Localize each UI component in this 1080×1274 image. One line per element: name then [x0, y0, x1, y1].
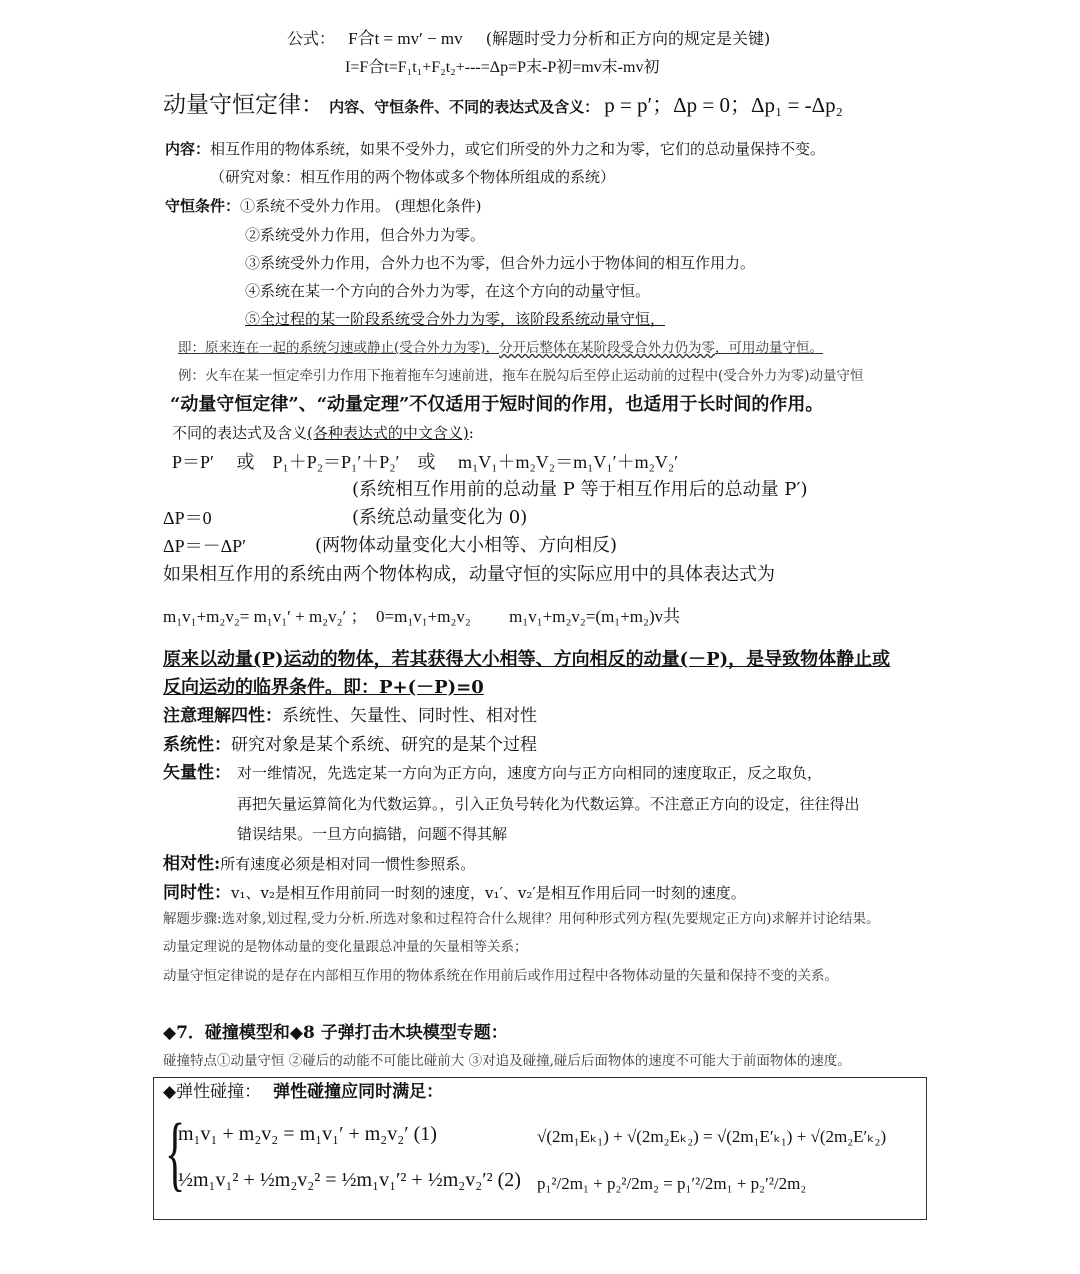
vector-prop — [163, 765, 822, 782]
brace-icon: { — [165, 1107, 186, 1200]
content-line — [165, 142, 825, 157]
theorem-note: 动量定理说的是物体动量的变化量跟总冲量的矢量相等关系； — [163, 939, 528, 955]
conservation-heading — [163, 94, 843, 117]
vector-text-2: 再把矢量运算简化为代数运算。，引入正负号转化为代数运算。不注意正方向的设定，往往得出 — [237, 795, 860, 813]
collision-title: ◆7．碰撞模型和◆8 子弹打击木块模型专题： — [163, 1023, 508, 1043]
relative-label: 相对性: — [163, 854, 221, 874]
impulse-formula-2: I=F合t=F₁t₁+F₂t₂+---=Δp=P末-P初=mv末-mv初 — [345, 59, 660, 76]
note-a: 即：原来连在一起的系统匀速或静止(受合外力为零)， — [178, 340, 500, 356]
relative-prop — [163, 856, 475, 873]
example-line: 例：火车在某一恒定牵引力作用下拖着拖车匀速前进，拖车在脱勾后至停止运动前的过程中(受合外力为零)动量守恒 — [178, 368, 864, 384]
impulse-formula-note: (解题时受力分析和正方向的规定是关键) — [485, 29, 771, 48]
condition-item: ③系统受外力作用，合外力也不为零，但合外力远小于物体间的相互作用力。 — [245, 254, 756, 272]
condition-item: ⑤全过程的某一阶段系统受合外力为零，该阶段系统动量守恒， — [245, 310, 666, 328]
simul-label: 同时性： — [163, 883, 231, 903]
four-label: 注意理解四性： — [163, 706, 282, 726]
expr-3-meaning: (两物体动量变化大小相等、方向相反) — [315, 535, 618, 556]
four-props — [163, 708, 537, 725]
expr-label-underlined: (各种表达式的中文含义) — [307, 424, 469, 442]
section-formula: p = p′；Δp = 0；Δp₁ = -Δp₂ — [604, 93, 843, 117]
conditions-line-1 — [165, 199, 482, 214]
system-label: 系统性： — [163, 735, 231, 755]
solving-steps: 解题步骤:选对象,划过程,受力分析.所选对象和过程符合什么规律？用何种形式列方程(先要规定正方向)求解并讨论结果。 — [163, 911, 880, 927]
elastic-label: ◆弹性碰撞： — [163, 1082, 262, 1102]
research-object: （研究对象：相互作用的两个物体或多个物体所组成的系统） — [210, 168, 616, 186]
condition-item: ④系统在某一个方向的合外力为零，在这个方向的动量守恒。 — [245, 282, 651, 300]
elastic-requirement: 弹性碰撞应同时满足： — [273, 1082, 444, 1102]
note-line — [178, 342, 823, 356]
content-text: 相互作用的物体系统，如果不受外力，或它们所受的外力之和为零，它们的总动量保持不变。 — [210, 140, 826, 158]
formula-label: 公式： — [287, 29, 336, 48]
note-b: 分开后整体在某阶段受合外力仍为零 — [499, 340, 716, 356]
four-text: 系统性、矢量性、同时性、相对性 — [282, 706, 537, 726]
applicability: “动量守恒定律”、“动量定理”不仅适用于短时间的作用，也适用于长时间的作用。 — [170, 394, 824, 415]
two-body-formulas: m₁v₁+m₂v₂= m₁v₁′ + m₂v₂′ ； 0=m₁v₁+m₂v₂ m₁v₁+m₂v₂=(m₁+m₂)v共 — [163, 607, 681, 626]
note-c: ，可用动量守恒。 — [715, 340, 824, 356]
expr-2-meaning: (系统总动量变化为 0) — [352, 507, 528, 528]
expr-colon: : — [468, 424, 474, 442]
expr-label: 不同的表达式及含义 — [172, 424, 308, 442]
conditions-label: 守恒条件： — [165, 197, 241, 215]
critical-line-1: 原来以动量(P)运动的物体，若其获得大小相等、方向相反的动量(－P)，是导致物体静止或 — [163, 649, 891, 670]
vector-text-3: 错误结果。一旦方向搞错，问题不得其解 — [237, 825, 508, 843]
collision-features: 碰撞特点①动量守恒 ②碰后的动能不可能比碰前大 ③对追及碰撞,碰后后面物体的速度不可能大于前面物体的速度。 — [163, 1053, 851, 1069]
law-note: 动量守恒定律说的是存在内部相互作用的物体系统在作用前后或作用过程中各物体动量的矢量和保持不变的关系。 — [163, 968, 838, 984]
impulse-formula-line — [287, 30, 770, 47]
equation-1: m₁v₁ + m₂v₂ = m₁v₁′ + m₂v₂′ (1) — [178, 1123, 437, 1145]
expr-1-meaning: (系统相互作用前的总动量 P 等于相互作用后的总动量 P′) — [352, 479, 808, 500]
condition-item: ②系统受外力作用，但合外力为零。 — [245, 226, 486, 244]
simultaneous-prop — [163, 885, 746, 902]
expr-2: ΔP＝0 — [163, 508, 212, 528]
section-title: 动量守恒定律： — [163, 92, 324, 118]
two-body-text: 如果相互作用的系统由两个物体构成，动量守恒的实际应用中的具体表达式为 — [163, 564, 775, 585]
equation-3: √(2m₁Eₖ₁) + √(2m₂Eₖ₂) = √(2m₁E′ₖ₁) + √(2m₂E′ₖ₂) — [537, 1127, 887, 1146]
expr-1: P＝P′ 或 P₁＋P₂＝P₁′＋P₂′ 或 m₁V₁＋m₂V₂＝m₁V₁′＋m₂V₂′ — [172, 452, 679, 472]
condition-item: ①系统不受外力作用。 (理想化条件) — [240, 197, 482, 215]
expr-heading — [172, 426, 474, 441]
system-text: 研究对象是某个系统、研究的是某个过程 — [231, 735, 537, 755]
expr-3: ΔP＝－ΔP′ — [163, 536, 247, 556]
vector-text-1: 对一维情况，先选定某一方向为正方向，速度方向与正方向相同的速度取正，反之取负， — [237, 764, 823, 782]
elastic-heading — [163, 1084, 443, 1101]
content-label: 内容： — [165, 140, 211, 158]
vector-label: 矢量性： — [163, 763, 231, 783]
system-prop — [163, 737, 537, 754]
critical-line-2: 反向运动的临界条件。即：P+(－P)=0 — [163, 677, 484, 698]
equation-2: ½m₁v₁² + ½m₂v₂² = ½m₁v₁′² + ½m₂v₂′² (2) — [178, 1169, 521, 1191]
simul-text: v₁、v₂是相互作用前同一时刻的速度，v₁′、v₂′是相互作用后同一时刻的速度。 — [231, 884, 746, 902]
section-subtitle: 内容、守恒条件、不同的表达式及含义： — [329, 98, 600, 116]
impulse-formula: F合t = mv′ − mv — [348, 29, 463, 48]
relative-text: 所有速度必须是相对同一惯性参照系。 — [220, 855, 476, 873]
equation-4: p₁²/2m₁ + p₂²/2m₂ = p₁′²/2m₁ + p₂′²/2m₂ — [537, 1174, 807, 1193]
